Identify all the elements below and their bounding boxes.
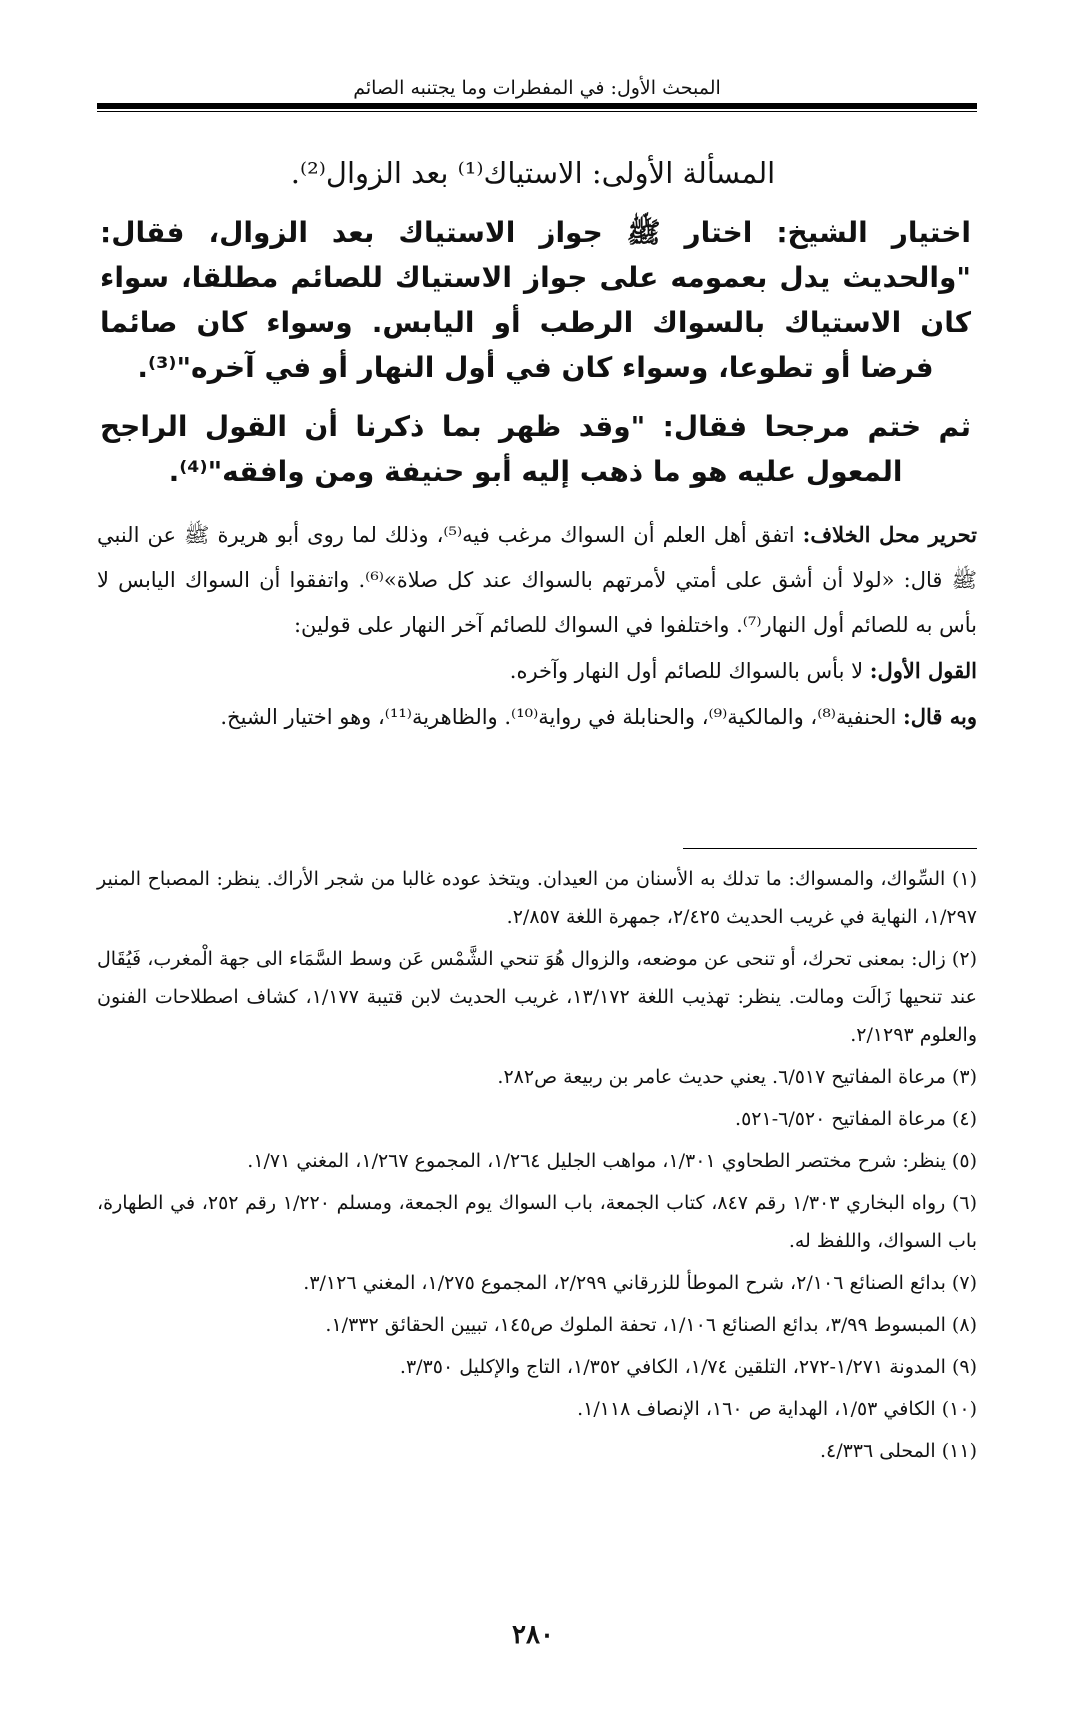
footnote-8: (٨) المبسوط ٣/٩٩، بدائع الصنائع ١/١٠٦، تحفة الملوك ص١٤٥، تبيين الحقائق ١/٣٣٢. [325, 1314, 977, 1336]
sheikh-choice-paragraph: اختيار الشيخ: اختار ﷺ جواز الاستياك بعد الزوال، فقال: "والحديث يدل بعمومه على جواز الاستياك للصائم مطلقا، سواء كان الاستياك بالسواك الرطب أو اليابس. وسواء كان صائما فرضا أو تطوعا، وسواء كان في أول النهار أو في آخره"⁽³⁾. [100, 216, 971, 384]
header-rule [97, 103, 977, 109]
body-text [97, 512, 977, 740]
first-opinion-text: لا بأس بالسواك للصائم أول النهار وآخره. [509, 659, 870, 683]
dispute-label: تحرير محل الخلاف: [802, 522, 977, 547]
held-by-label: وبه قال: [902, 704, 977, 729]
footnotes [97, 860, 977, 1474]
header-rule-thin [97, 111, 977, 112]
footnote-11: (١١) المحلى ٤/٣٣٦. [819, 1440, 977, 1462]
held-by-paragraph [97, 694, 977, 740]
footnote-2: (٢) زال: بمعنى تحرك، أو تنحى عن موضعه، والزوال هُوَ تنحي الشَّمْس عَن وسط السَّمَاء الى جهة الْمغرب، فَيُقَال عند تنحيها زَالَت ومالت. ينظر: تهذيب اللغة ١٣/١٧٢، غريب الحديث لابن قتيبة ١/١٧٧، كشاف اصطلاحات الفنون والعلوم ٢/١٢٩٣. [97, 948, 977, 1046]
issue-title: المسألة الأولى: الاستياك⁽¹⁾ بعد الزوال⁽²⁾. [290, 156, 776, 190]
dispute-text: اتفق أهل العلم أن السواك مرغب فيه⁽⁵⁾، وذلك لما روى أبو هريرة ﷺ عن النبي ﷺ قال: «لولا أن أشق على أمتي لأمرتهم بالسواك عند كل صلاة»⁽⁶⁾. واتفقوا أن السواك اليابس لا بأس به للصائم أول النهار⁽⁷⁾. واختلفوا في السواك للصائم آخر النهار على قولين: [97, 523, 977, 637]
held-by-text: الحنفية⁽⁸⁾، والمالكية⁽⁹⁾، والحنابلة في رواية⁽¹⁰⁾. والظاهرية⁽¹¹⁾، وهو اختيار الشيخ. [220, 705, 903, 729]
footnote-3: (٣) مرعاة المفاتيح ٦/٥١٧. يعني حديث عامر بن ربيعة ص٢٨٢. [497, 1066, 977, 1088]
first-opinion-paragraph [97, 648, 977, 694]
dispute-paragraph [97, 512, 977, 648]
footnote-7: (٧) بدائع الصنائع ٢/١٠٦، شرح الموطأ للزرقاني ٢/٢٩٩، المجموع ١/٢٧٥، المغني ٣/١٢٦. [303, 1272, 977, 1294]
footnote-6: (٦) رواه البخاري ١/٣٠٣ رقم ٨٤٧، كتاب الجمعة، باب السواك يوم الجمعة، ومسلم ١/٢٢٠ رقم ٢٥٢، في الطهارة، باب السواك، واللفظ له. [97, 1192, 978, 1252]
footnote-1: (١) السِّواك، والمسواك: ما تدلك به الأسنان من العيدان. ويتخذ عوده غالبا من شجر الأراك. ينظر: المصباح المنير ١/٢٩٧، النهاية في غريب الحديث ٢/٤٢٥، جمهرة اللغة ٢/٨٥٧. [97, 868, 977, 928]
running-header: المبحث الأول: في المفطرات وما يجتنبه الصائم [353, 77, 721, 99]
footnote-4: (٤) مرعاة المفاتيح ٦/٥٢٠-٥٢١. [735, 1108, 977, 1130]
footnote-5: (٥) ينظر: شرح مختصر الطحاوي ١/٣٠١، مواهب الجليل ١/٢٦٤، المجموع ١/٢٦٧، المغني ١/٧١. [247, 1150, 977, 1172]
footnote-9: (٩) المدونة ١/٢٧١-٢٧٢، التلقين ١/٧٤، الكافي ١/٣٥٢، التاج والإكليل ٣/٣٥٠. [399, 1356, 977, 1378]
page-number: ٢٨٠ [512, 1620, 554, 1650]
conclusion-paragraph: ثم ختم مرجحا فقال: "وقد ظهر بما ذكرنا أن القول الراجح المعول عليه هو ما ذهب إليه أبو حنيفة ومن وافقه"⁽⁴⁾. [100, 410, 971, 488]
first-opinion-label: القول الأول: [869, 658, 977, 683]
footnote-10: (١٠) الكافي ١/٥٣، الهداية ص ١٦٠، الإنصاف ١/١١٨. [577, 1398, 977, 1420]
footnote-separator [683, 848, 977, 849]
